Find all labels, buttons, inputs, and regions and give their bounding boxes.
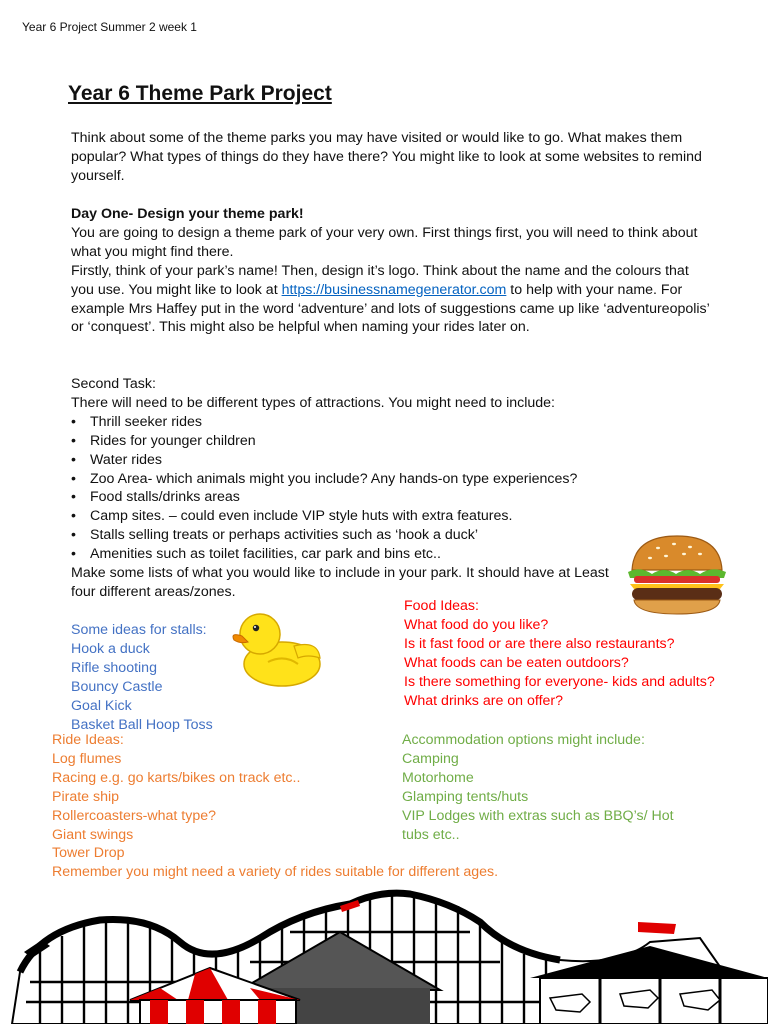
- theme-park-illustration: [0, 882, 768, 1024]
- list-item: • Food stalls/drinks areas: [71, 488, 711, 507]
- second-task-intro: There will need to be different types of attractions. You might need to include:: [71, 394, 555, 411]
- list-item: Remember you might need a variety of rides suitable for different ages.: [52, 864, 499, 881]
- second-task-heading: Second Task:: [71, 376, 156, 392]
- list-item: What food do you like?: [404, 616, 549, 633]
- list-item: Log flumes: [52, 750, 122, 767]
- day-one-heading: Day One- Design your theme park!: [71, 206, 304, 222]
- list-item: • Amenities such as toilet facilities, car park and bins etc..: [71, 545, 711, 564]
- day-one-line2: [71, 262, 711, 338]
- accommodation-list: [402, 731, 674, 844]
- attractions-list: [71, 413, 711, 564]
- business-name-generator-link[interactable]: https://businessnamegenerator.com: [281, 281, 507, 298]
- rides-heading: Ride Ideas:: [52, 732, 124, 748]
- list-item: Goal Kick: [71, 697, 132, 714]
- list-item: Is it fast food or are there also restaurants?: [404, 635, 675, 652]
- list-item: • Water rides: [71, 451, 711, 470]
- list-item: Glamping tents/huts: [402, 788, 529, 805]
- list-item: • Thrill seeker rides: [71, 413, 711, 432]
- page-header: Year 6 Project Summer 2 week 1: [22, 20, 197, 34]
- list-item: • Stalls selling treats or perhaps activities such as ‘hook a duck’: [71, 526, 711, 545]
- list-item: Camping: [402, 750, 459, 767]
- list-item: Is there something for everyone- kids and adults?: [404, 673, 715, 690]
- flag-icon: [638, 922, 676, 934]
- list-item: • Camp sites. – could even include VIP style huts with extra features.: [71, 507, 711, 526]
- stalls-list: [71, 621, 213, 734]
- list-item: Racing e.g. go karts/bikes on track etc..: [52, 769, 301, 786]
- accommodation-heading: Accommodation options might include:: [402, 732, 645, 748]
- day-one-line1: You are going to design a theme park of your very own. First things first, you will need to think about what you might find there.: [71, 224, 698, 260]
- list-item: Hook a duck: [71, 640, 150, 657]
- day-one-section: [71, 205, 711, 337]
- second-task-section: [71, 375, 711, 602]
- page-title: Year 6 Theme Park Project: [68, 82, 332, 105]
- list-item: Pirate ship: [52, 788, 120, 805]
- list-item: What foods can be eaten outdoors?: [404, 654, 629, 671]
- list-item: • Zoo Area- which animals might you include? Any hands-on type experiences?: [71, 470, 711, 489]
- list-item: Bouncy Castle: [71, 678, 163, 695]
- intro-paragraph: [71, 129, 711, 186]
- list-item: Motorhome: [402, 769, 474, 786]
- list-item: Basket Ball Hoop Toss: [71, 716, 213, 733]
- list-item: Rifle shooting: [71, 659, 157, 676]
- burger-icon: [624, 532, 730, 618]
- second-task-closing: Make some lists of what you would like to include in your park. It should have at Least four different areas/zones.: [71, 565, 609, 600]
- list-item: What drinks are on offer?: [404, 692, 564, 709]
- carousel-icon: [530, 946, 768, 1024]
- list-item: • Rides for younger children: [71, 432, 711, 451]
- list-item: VIP Lodges with extras such as BBQ’s/ Hot: [402, 807, 674, 824]
- rubber-duck-icon: [228, 606, 324, 690]
- day-one-line2-after: to help with your name. For example Mrs Haffey put in the word ‘adventure’ and lots of suggestions came up like ‘adventureopolis’ or ‘conquest’. This might also be helpful when naming your rides later on.: [71, 281, 710, 336]
- list-item: Rollercoasters-what type?: [52, 807, 217, 824]
- list-item: Giant swings: [52, 826, 134, 843]
- intro-text: Think about some of the theme parks you may have visited or would like to go. What makes them popular? What types of things do they have there? You might like to look at some websites to remind yourself.: [71, 130, 702, 184]
- list-item: tubs etc..: [402, 826, 460, 843]
- food-heading: Food Ideas:: [404, 598, 479, 614]
- day-one-line2-before: Firstly, think of your park’s name! Then, design it’s logo. Think about the name and the colours that you use. You might like to look at: [71, 262, 689, 298]
- stalls-heading: Some ideas for stalls:: [71, 622, 207, 638]
- list-item: Tower Drop: [52, 845, 125, 862]
